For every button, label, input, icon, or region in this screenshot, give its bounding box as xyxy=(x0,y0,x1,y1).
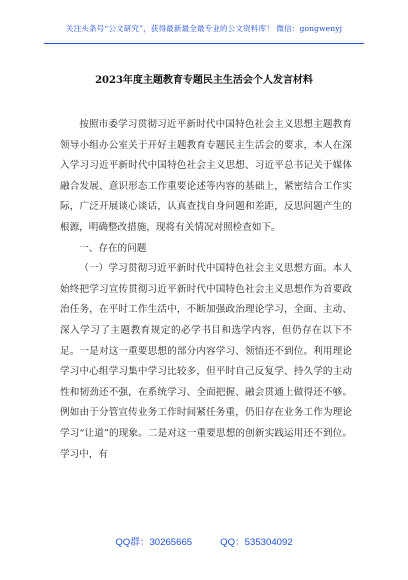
body-paragraph-study: （一）学习贯彻习近平新时代中国特色社会主义思想方面。本人始终把学习宣传贯彻习近平新时代中国特色社会主义思想作为首要政治任务，在平时工作生活中，不断加强政治理论学习，全面、主动、深入学习了主题教育规定的必学书目和选学内容，但仍存在以下不足。一是对这一重要思想的部分内容学习、领悟还不到位。利用理论学习中心组学习集中学习比较多，但平时自己反复学、持久学的主动性和韧劲还不强，在系统学习、全面把握、融会贯通上做得还不够。例如由于分管宣传业务工作时间紧任务重，仍旧存在业务工作为理论学习“让道”的现象。二是对这一重要思想的创新实践运用还不到位。学习中，有 xyxy=(60,263,352,460)
document-body xyxy=(60,115,352,465)
footer-qq-number: QQ：535304092 xyxy=(220,537,293,548)
page-footer xyxy=(0,534,408,548)
document-title: 2023年度主题教育专题民主生活会个人发言材料 xyxy=(95,75,313,86)
body-paragraph-intro: 按照市委学习贯彻习近平新时代中国特色社会主义思想主题教育领导小组办公室关于开好主题教育专题民主生活会的要求，本人在深入学习习近平新时代中国特色社会主义思想、习近平总书记关于媒体融合发展、意识形态工作重要论述等内容的基础上，紧密结合工作实际，广泛开展谈心谈话，认真查找自身问题和差距，反思问题产生的根源，明确整改措施，现将有关情况对照检查如下。 xyxy=(60,119,352,233)
header-banner: 关注头条号“公文研究”，获得最新最全最专业的公文资料库！ 微信：gongwenyj xyxy=(65,24,343,33)
section-heading: 一、存在的问题 xyxy=(79,242,147,254)
footer-qq-group: QQ群：30265665 xyxy=(115,537,193,548)
header-divider xyxy=(44,43,364,44)
